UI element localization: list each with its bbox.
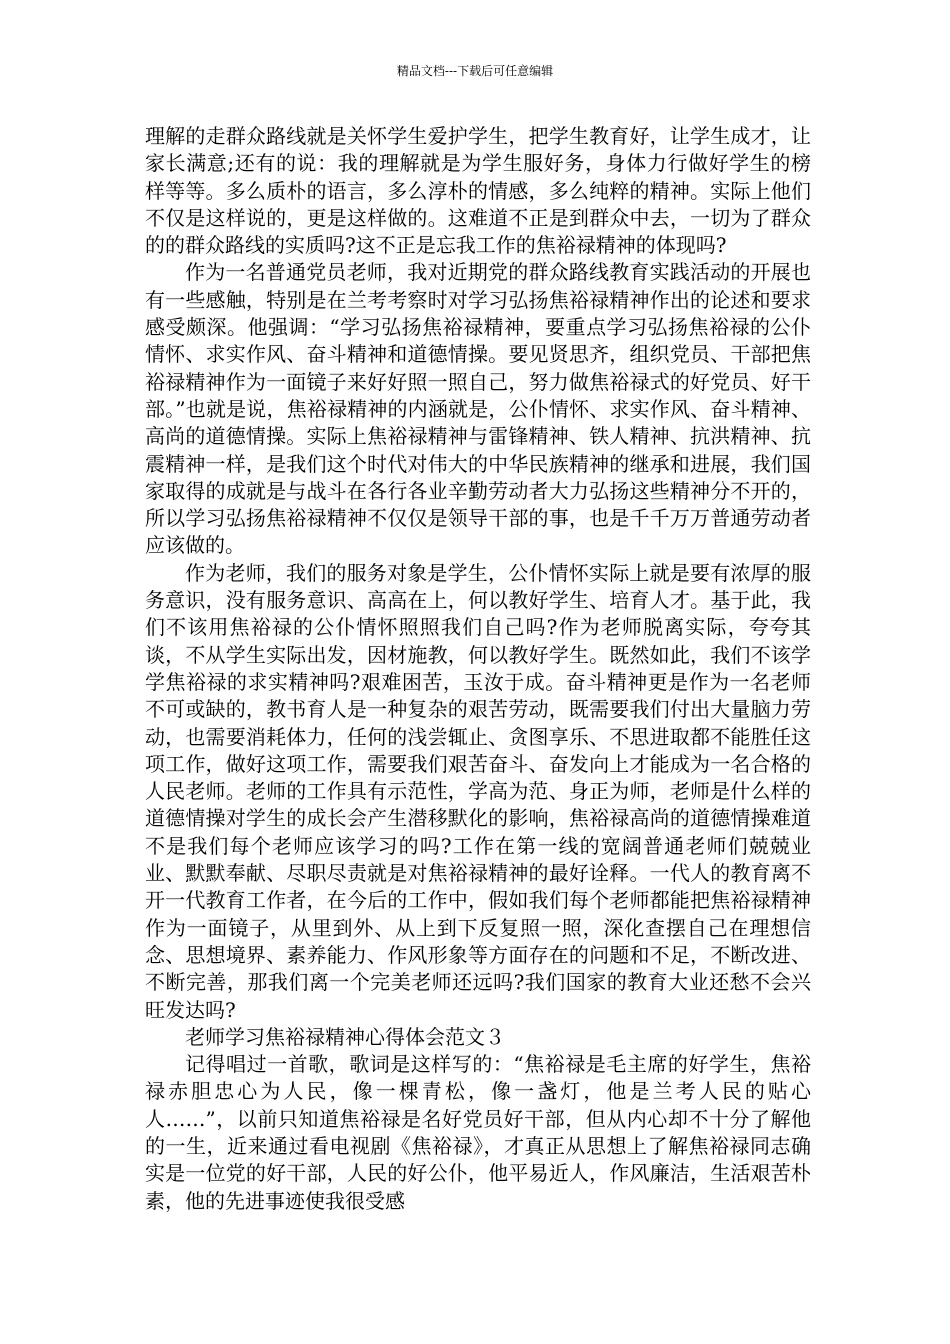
paragraph-party-member-teacher: 作为一名普通党员老师，我对近期党的群众路线教育实践活动的开展也有一些感触，特别是在兰考考察时对学习弘扬焦裕禄精神作出的论述和要求感受颇深。他强调：“学习弘扬焦裕禄精神，要重点学习弘扬焦裕禄的公仆情怀、求实作风、奋斗精神和道德情操。要见贤思齐，组织党员、干部把焦裕禄精神作为一面镜子来好好照一照自己，努力做焦裕禄式的好党员、好干部。”也就是说，焦裕禄精神的内涵就是，公仆情怀、求实作风、奋斗精神、高尚的道德情操。实际上焦裕禄精神与雷锋精神、铁人精神、抗洪精神、抗震精神一样，是我们这个时代对伟大的中华民族精神的继承和进展，我们国家取得的成就是与战斗在各行各业辛勤劳动者大力弘扬这些精神分不开的，所以学习弘扬焦裕禄精神不仅仅是领导干部的事，也是千千万万普通劳动者应该做的。	[145, 260, 811, 558]
paragraph-song-memory: 记得唱过一首歌，歌词是这样写的：“焦裕禄是毛主席的好学生，焦裕禄赤胆忠心为人民，像一棵青松，像一盏灯，他是兰考人民的贴心人……”，以前只知道焦裕禄是名好党员好干部，但从内心却不十分了解他的一生，近来通过看电视剧《焦裕禄》，才真正从思想上了解焦裕禄同志确实是一位党的好干部，人民的好公仆，他平易近人，作风廉洁，生活艰苦朴素，他的先进事迹使我很受感	[145, 1052, 811, 1213]
section-heading: 老师学习焦裕禄精神心得体会范文３	[185, 1024, 505, 1049]
page-header: 精品文档---下载后可任意编辑	[396, 64, 554, 78]
paragraph-as-teacher: 作为老师，我们的服务对象是学生，公仆情怀实际上就是要有浓厚的服务意识，没有服务意识、高高在上，何以教好学生、培育人才。基于此，我们不该用焦裕禄的公仆情怀照照我们自己吗?作为老师脱离实际，夸夸其谈，不从学生实际出发，因材施教，何以教好学生。既然如此，我们不该学学焦裕禄的求实精神吗?艰难困苦，玉汝于成。奋斗精神更是作为一名老师不可或缺的，教书育人是一种复杂的艰苦劳动，既需要我们付出大量脑力劳动，也需要消耗体力，任何的浅尝辄止、贪图享乐、不思进取都不能胜任这项工作，做好这项工作，需要我们艰苦奋斗、奋发向上才能成为一名合格的人民老师。老师的工作具有示范性，学高为范、身正为师，老师是什么样的道德情操对学生的成长会产生潜移默化的影响，焦裕禄高尚的道德情操难道不是我们每个老师应该学习的吗?工作在第一线的宽阔普通老师们兢兢业业、默默奉献、尽职尽责就是对焦裕禄精神的最好诠释。一代人的教育离不开一代教育工作者，在今后的工作中，假如我们每个老师都能把焦裕禄精神作为一面镜子，从里到外、从上到下反复照一照，深化查摆自己在理想信念、思想境界、素养能力、作风形象等方面存在的问题和不足，不断改进、不断完善，那我们离一个完美老师还远吗?我们国家的教育大业还愁不会兴旺发达吗?	[145, 560, 811, 1022]
paragraph-continuation: 理解的走群众路线就是关怀学生爱护学生，把学生教育好，让学生成才，让家长满意;还有的说：我的理解就是为学生服好务，身体力行做好学生的榜样等等。多么质朴的语言，多么淳朴的情感，多么纯粹的精神。实际上他们不仅是这样说的，更是这样做的。这难道不正是到群众中去，一切为了群众的的群众路线的实质吗?这不正是忘我工作的焦裕禄精神的体现吗?	[145, 124, 811, 258]
document-body	[145, 123, 811, 1215]
